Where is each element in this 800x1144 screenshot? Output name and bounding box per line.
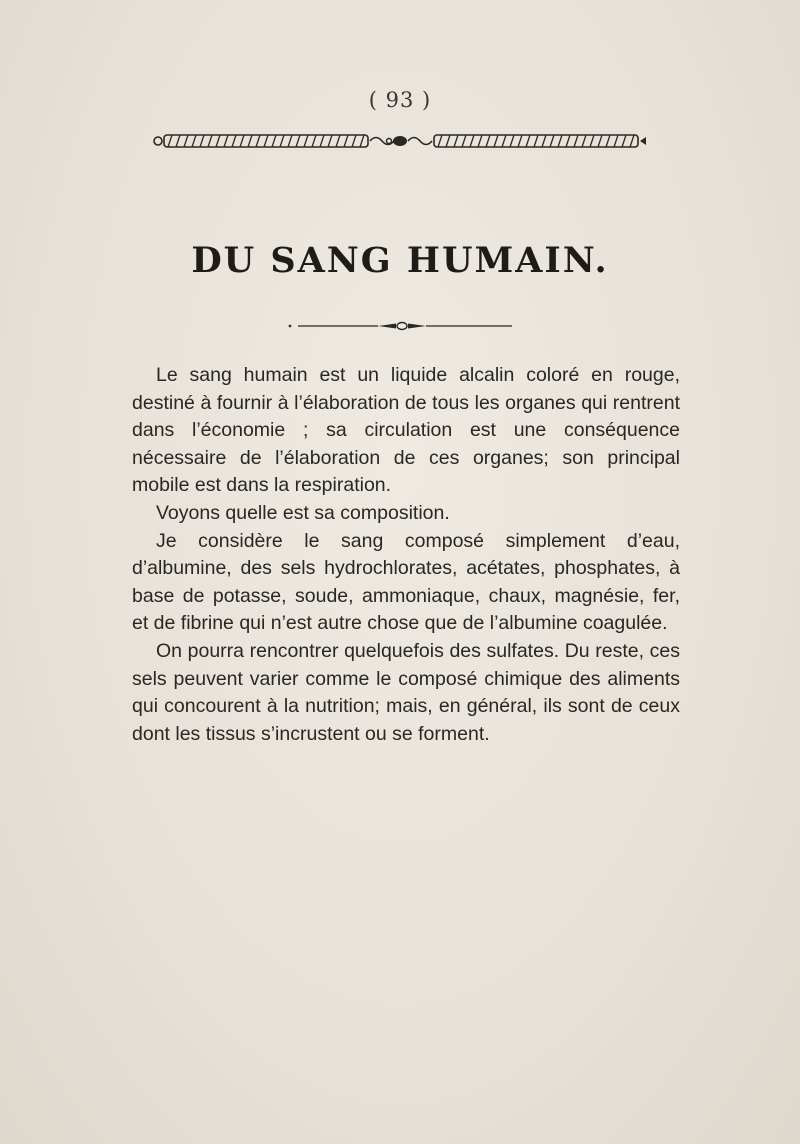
- decorative-rule-icon: [288, 320, 514, 332]
- paragraph: Le sang humain est un liquide alcalin coloré en rouge, destiné à fournir à l’élaboration de tous les organes qui rentrent dans l’économie ; sa circulation est une conséquence nécessaire de l’élaboration de ces organes; son principal mobile est dans la respiration.: [132, 364, 680, 497]
- ornament-band-icon: [152, 130, 648, 152]
- body-text: [132, 362, 680, 748]
- chapter-title: DU SANG HUMAIN.: [191, 240, 609, 281]
- paragraph: Je considère le sang composé simplement d’eau, d’albumine, des sels hydrochlorates, acétates, phosphates, à base de potasse, soude, ammoniaque, chaux, magnésie, fer, et de fibrine qui n’est autre chose que de l’albumine coagulée.: [132, 529, 680, 635]
- paragraph: Voyons quelle est sa composition.: [156, 501, 450, 524]
- page-number: ( 93 ): [368, 88, 432, 112]
- paragraph: On pourra rencontrer quelquefois des sulfates. Du reste, ces sels peuvent varier comme le composé chimique des aliments qui concourent à la nutrition; mais, en général, ils sont de ceux dont les tissus s’incrustent ou se forment.: [132, 639, 680, 745]
